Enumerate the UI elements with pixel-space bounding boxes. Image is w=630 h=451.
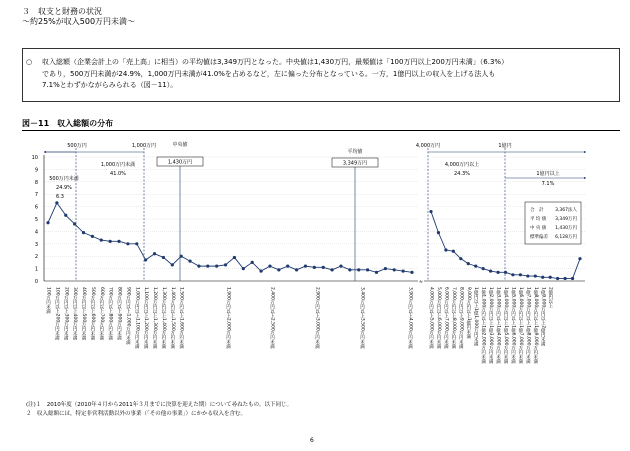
data-point [330, 268, 333, 271]
label-1000-pct: 41.0% [110, 171, 126, 177]
stats-value: 3,349万円 [555, 217, 577, 222]
data-point [452, 250, 455, 253]
x-tick-label: 3,900万円以上4,000万円未満 [407, 287, 413, 349]
label-4000-over: 4,000万円以上 [444, 162, 480, 168]
x-tick-label: 1,200万円以上1,300万円未満 [152, 287, 158, 349]
x-tick-label: 700万円以上800万円未満 [107, 287, 113, 341]
x-tick-label: 8,000万円以上9,000万円未満 [458, 287, 464, 349]
x-tick-label: 1億2,000万円以上1億3,000万円未満 [488, 287, 494, 364]
data-point [322, 266, 325, 269]
data-point [171, 263, 174, 266]
data-point [286, 265, 289, 268]
x-tick-label: 6,000万円以上7,000万円未満 [443, 287, 449, 349]
y-tick-label: 4 [34, 229, 38, 236]
median-value: 1,430万円 [167, 159, 193, 166]
data-point [348, 268, 351, 271]
x-tick-label: 5,000万円以上6,000万円未満 [435, 287, 441, 349]
data-point [496, 271, 499, 274]
data-point [526, 274, 529, 277]
x-tick-label: 1,100万円以上1,200万円未満 [143, 287, 149, 349]
x-tick-label: 500万円以上600万円未満 [89, 287, 95, 341]
y-tick-label: 1 [34, 266, 38, 273]
data-point [46, 221, 49, 224]
median-label: 中央値 [172, 142, 188, 148]
stats-label: 中 央 値 [530, 226, 547, 231]
data-point [215, 265, 218, 268]
data-point [206, 265, 209, 268]
summary-bullet: ○ [26, 58, 33, 66]
y-tick-label: 5 [34, 217, 38, 223]
data-point [366, 268, 369, 271]
footnote-2: ２ 収入総額には，特定非営利活動以外の事業（「その他の事業」）にかかる収入を含む。 [26, 411, 247, 417]
figure-title-rule [22, 130, 620, 131]
data-point [571, 277, 574, 280]
mean-value: 3,349万円 [342, 160, 368, 167]
data-point [534, 274, 537, 277]
x-tick-label: 600万円以上700万円未満 [98, 287, 104, 341]
x-tick-label: 2,900万円以上3,000万円未満 [314, 287, 320, 349]
data-point [224, 263, 227, 266]
x-tick-label: 800万円以上900万円未満 [116, 287, 122, 341]
data-point [144, 258, 147, 261]
y-tick-label: 0 [34, 279, 38, 285]
x-tick-label: 1,900万円以上2,000万円未満 [225, 287, 231, 349]
data-point [519, 273, 522, 276]
x-tick-label: 300万円以上400万円未満 [72, 287, 78, 341]
data-point [242, 267, 245, 270]
label-4000: 4,000万円 [415, 143, 441, 149]
figure-title: 図－11 収入総額の分布 [22, 119, 114, 128]
data-point [410, 271, 413, 274]
x-tick-label: 4,000万円以上5,000万円未満 [428, 287, 434, 349]
x-tick-label: 1,400万円以上1,500万円未満 [169, 287, 175, 349]
data-point [117, 240, 120, 243]
summary-line: であり，500万円未満が24.9%，1,000万円未満が41.0%を占めるなど，左に偏った分布となっている。一方，1億円以上の収入を上げる法人も [42, 69, 496, 78]
data-point [393, 268, 396, 271]
data-point [295, 268, 298, 271]
x-tick-label: 7,000万円以上8,000万円未満 [450, 287, 456, 349]
data-point [339, 265, 342, 268]
data-point [197, 265, 200, 268]
data-point [126, 242, 129, 245]
data-point [467, 262, 470, 265]
data-point [437, 231, 440, 234]
label-1000: 1,000万円 [131, 143, 157, 149]
x-tick-label: 3,400万円以上3,500万円未満 [359, 287, 365, 349]
data-point [474, 265, 477, 268]
x-tick-label: 1億1,000万円以上1億2,000万円未満 [480, 287, 486, 364]
x-tick-label: 1億6,000万円以上1億7,000万円未満 [517, 287, 523, 364]
footnote-1: (注)１ 2010年度（2010年４月から2011年３月までに決算を迎えた期）について尋ねたもの。以下同じ。 [26, 402, 292, 408]
data-point [444, 248, 447, 251]
data-point [82, 231, 85, 234]
income-distribution-chart [0, 135, 630, 397]
stats-value: 6,128万円 [555, 235, 577, 240]
x-tick-label: 1億5,000万円以上1億6,000万円未満 [510, 287, 516, 364]
x-tick-label: 1,500万円以上1,600万円未満 [178, 287, 184, 349]
data-point [313, 266, 316, 269]
axis-break-mark: ≈ [418, 279, 424, 285]
data-point [482, 267, 485, 270]
x-tick-label: 2,400万円以上2,500万円未満 [269, 287, 275, 349]
x-tick-label: 400万円以上500万円未満 [81, 287, 87, 341]
stats-label: 平 均 値 [530, 217, 547, 222]
x-tick-label: 100万円未満 [45, 287, 51, 314]
y-tick-label: 7 [34, 192, 38, 199]
section-heading: ３ 収支と財務の状況 [22, 7, 102, 16]
page-number: 6 [310, 437, 314, 444]
data-point [55, 201, 58, 204]
x-tick-label: 2億円以上 [547, 287, 553, 308]
label-1oku-over: 1億円以上 [536, 171, 560, 177]
data-point [162, 256, 165, 259]
data-point [459, 257, 462, 260]
x-tick-label: 1億9,000万円以上2億円未満 [540, 287, 546, 347]
section-subheading: ～約25%が収入500万円未満～ [22, 17, 136, 26]
data-point [73, 222, 76, 225]
x-tick-label: 1,300万円以上1,400万円未満 [160, 287, 166, 349]
label-4000-pct: 24.3% [454, 171, 470, 177]
data-point [549, 276, 552, 279]
x-tick-label: 1,000万円以上1,100万円未満 [134, 287, 140, 349]
label-500-under: 500万円未満 [49, 176, 79, 182]
y-tick-label: 10 [31, 155, 38, 161]
y-tick-label: 3 [34, 241, 38, 248]
data-point [153, 252, 156, 255]
y-tick-label: 6 [34, 204, 38, 211]
data-point [64, 214, 67, 217]
y-tick-label: 8 [34, 179, 38, 186]
data-point [541, 276, 544, 279]
x-tick-label: 1億円以上1億1,000万円未満 [473, 287, 479, 347]
summary-text [26, 57, 614, 92]
data-point [375, 271, 378, 274]
stats-label: 合 計 [530, 208, 544, 213]
y-tick-label: 2 [34, 254, 38, 261]
x-tick-label: 1億4,000万円以上1億5,000万円未満 [503, 287, 508, 364]
stats-value: 1,430万円 [555, 226, 577, 231]
data-point [357, 268, 360, 271]
data-point [489, 269, 492, 272]
stats-label: 標準偏差 [530, 235, 548, 240]
label-500: 500万円 [67, 143, 87, 149]
x-tick-label: 1億7,000万円以上1億8,000万円未満 [525, 287, 531, 364]
peak-label: 6.3 [56, 194, 64, 200]
data-point [188, 260, 191, 263]
label-1000-under: 1,000万円未満 [100, 162, 136, 168]
data-point [304, 265, 307, 268]
data-point [268, 265, 271, 268]
y-tick-label: 9 [34, 167, 38, 174]
x-tick-label: 9,000万円以上1億円未満 [465, 287, 471, 339]
data-point [135, 242, 138, 245]
mean-label: 平均値 [347, 149, 363, 155]
x-tick-label: 900万円以上1,000万円未満 [125, 287, 131, 345]
data-point [429, 210, 432, 213]
x-tick-label: 1億8,000万円以上1億9,000万円未満 [532, 287, 538, 364]
x-tick-label: 1億3,000万円以上1億4,000万円未満 [495, 287, 501, 364]
series-left-line [48, 203, 412, 272]
data-point [233, 256, 236, 259]
label-500-pct: 24.9% [56, 185, 72, 191]
stats-value: 3,367法人 [555, 208, 577, 213]
label-1oku-pct: 7.1% [541, 181, 555, 187]
data-point [504, 271, 507, 274]
summary-line: 7.1%とわずかながらみられる（図－11）。 [42, 81, 178, 89]
summary-line: 収入総額（企業会計上の「売上高」に相当）の平均値は3,349万円となった。中央値は1,430万円，最頻値は「100万円以上200万円未満」（6.3%） [42, 58, 509, 66]
label-1oku: 1億円 [498, 143, 512, 149]
x-tick-label: 200万円以上300万円未満 [63, 287, 69, 341]
data-point [259, 269, 262, 272]
data-point [511, 273, 514, 276]
data-point [556, 277, 559, 280]
data-point [180, 255, 183, 258]
data-point [109, 240, 112, 243]
data-point [100, 238, 103, 241]
data-point [564, 277, 567, 280]
data-point [384, 267, 387, 270]
data-point [91, 235, 94, 238]
data-point [277, 268, 280, 271]
x-tick-label: 100万円以上200万円未満 [54, 287, 60, 341]
data-point [251, 261, 254, 264]
data-point [578, 257, 581, 260]
data-point [402, 269, 405, 272]
